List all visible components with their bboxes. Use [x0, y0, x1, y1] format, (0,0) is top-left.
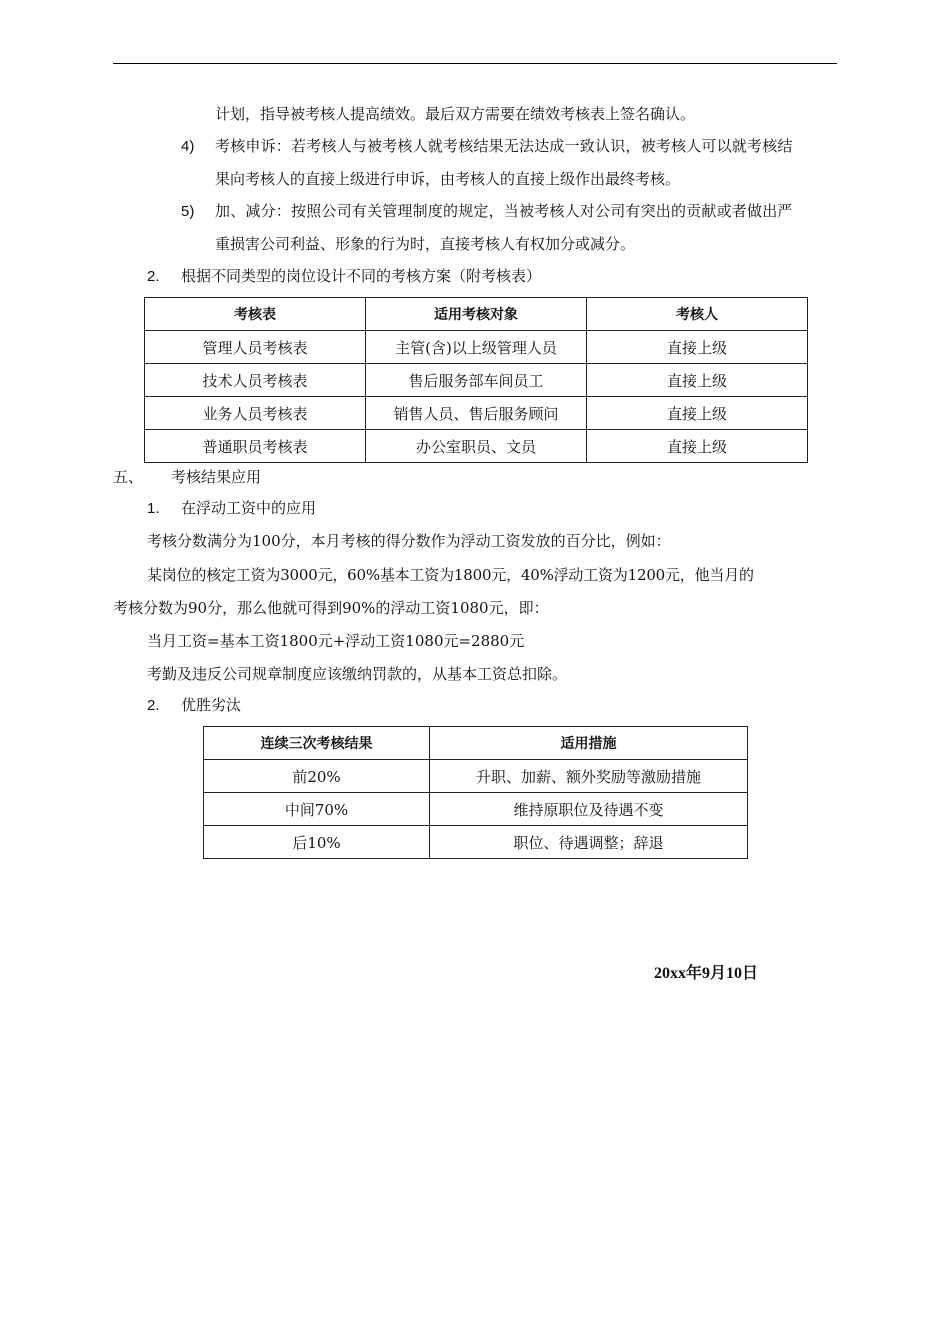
- table-row: [204, 826, 748, 859]
- item-4-text-line2: 果向考核人的直接上级进行申诉，由考核人的直接上级作出最终考核。: [215, 170, 681, 188]
- table-cell: 技术人员考核表: [145, 364, 366, 397]
- sub-2-number: 2.: [147, 697, 160, 714]
- sub-1-number: 1.: [147, 500, 160, 517]
- table-cell: 主管(含)以上级管理人员: [366, 331, 587, 364]
- section-5-number: 五、: [113, 468, 144, 486]
- table-header-cell: 连续三次考核结果: [204, 727, 430, 760]
- table-row: [204, 793, 748, 826]
- item-4-number: 4): [181, 138, 195, 155]
- table-cell: 管理人员考核表: [145, 331, 366, 364]
- table-cell: 办公室职员、文员: [366, 430, 587, 463]
- table-cell: 直接上级: [587, 331, 808, 364]
- table-cell: 直接上级: [587, 397, 808, 430]
- elimination-table: [203, 726, 748, 859]
- item-5-number: 5): [181, 203, 195, 220]
- paragraph-example-line1: 某岗位的核定工资为3000元，60%基本工资为1800元，40%浮动工资为1200元，他当月的: [147, 566, 754, 584]
- paragraph-example-line2: 考核分数为90分，那么他就可得到90%的浮动工资1080元，即：: [113, 599, 549, 617]
- table-header-row: [145, 298, 808, 331]
- table-cell: 升职、加薪、额外奖励等激励措施: [430, 760, 748, 793]
- paragraph-deduct: 考勤及违反公司规章制度应该缴纳罚款的，从基本工资总扣除。: [147, 665, 568, 683]
- table-cell: 后10%: [204, 826, 430, 859]
- item-2-number: 2.: [147, 268, 160, 285]
- header-rule: [113, 63, 837, 64]
- table-cell: 维持原职位及待遇不变: [430, 793, 748, 826]
- sub-2-text: 优胜劣汰: [181, 696, 242, 714]
- paragraph-score: 考核分数满分为100分，本月考核的得分数作为浮动工资发放的百分比，例如：: [147, 532, 671, 550]
- table-cell: 售后服务部车间员工: [366, 364, 587, 397]
- assessment-table: [144, 297, 808, 463]
- table-row: [145, 397, 808, 430]
- table-header-cell: 考核人: [587, 298, 808, 331]
- sub-1-text: 在浮动工资中的应用: [181, 499, 317, 517]
- table-cell: 普通职员考核表: [145, 430, 366, 463]
- table-row: [145, 364, 808, 397]
- table-cell: 前20%: [204, 760, 430, 793]
- table-header-row: [204, 727, 748, 760]
- table-cell: 职位、待遇调整；辞退: [430, 826, 748, 859]
- table-row: [145, 430, 808, 463]
- table-cell: 中间70%: [204, 793, 430, 826]
- para-continuation: 计划，指导被考核人提高绩效。最后双方需要在绩效考核表上签名确认。: [215, 105, 696, 123]
- item-5-text-line1: 加、减分：按照公司有关管理制度的规定，当被考核人对公司有突出的贡献或者做出严: [215, 202, 793, 220]
- paragraph-formula: 当月工资=基本工资1800元+浮动工资1080元=2880元: [147, 632, 525, 650]
- table-row: [145, 331, 808, 364]
- table-cell: 业务人员考核表: [145, 397, 366, 430]
- table-cell: 直接上级: [587, 430, 808, 463]
- table-header-cell: 适用措施: [430, 727, 748, 760]
- document-date: 20xx年9月10日: [654, 965, 759, 982]
- table-row: [204, 760, 748, 793]
- item-2-text: 根据不同类型的岗位设计不同的考核方案（附考核表）: [181, 267, 542, 285]
- item-4-text-line1: 考核申诉：若考核人与被考核人就考核结果无法达成一致认识，被考核人可以就考核结: [215, 137, 793, 155]
- table-cell: 销售人员、售后服务顾问: [366, 397, 587, 430]
- table-header-cell: 考核表: [145, 298, 366, 331]
- table-header-cell: 适用考核对象: [366, 298, 587, 331]
- section-5-title: 考核结果应用: [171, 468, 262, 486]
- table-cell: 直接上级: [587, 364, 808, 397]
- item-5-text-line2: 重损害公司利益、形象的行为时，直接考核人有权加分或减分。: [215, 235, 636, 253]
